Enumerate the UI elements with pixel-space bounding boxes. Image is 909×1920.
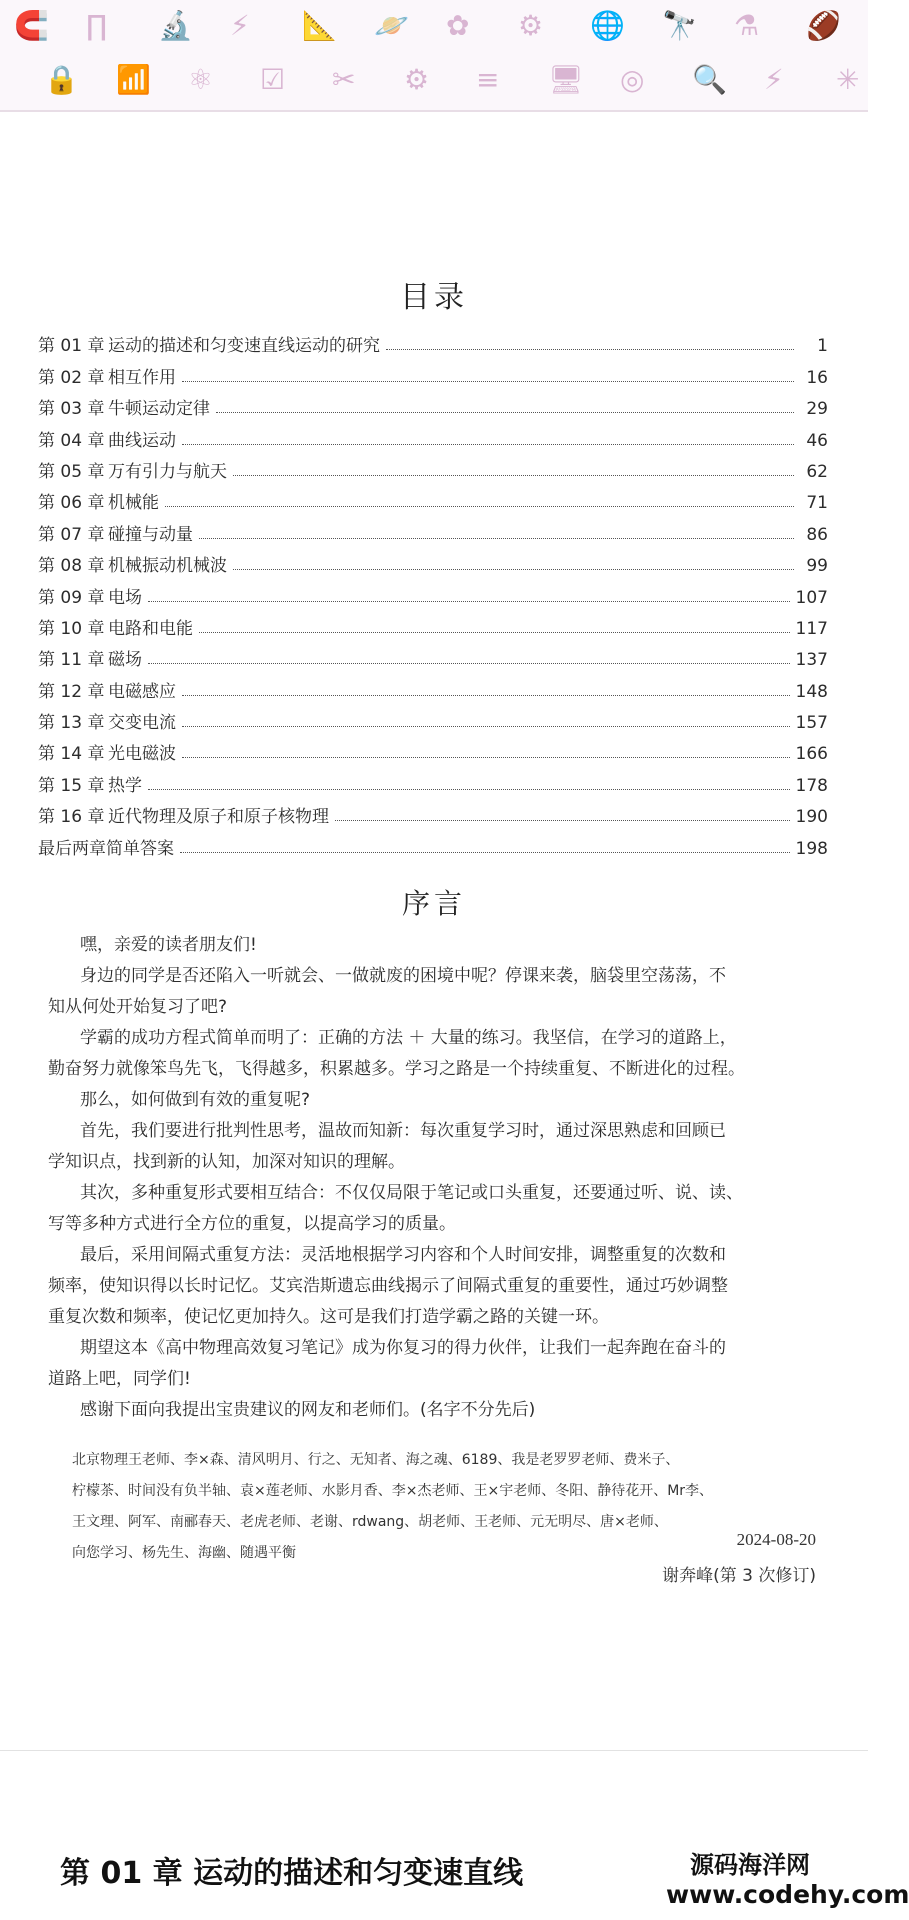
preface-line: 那么，如何做到有效的重复呢? bbox=[80, 1090, 311, 1110]
toc-leader-dots bbox=[148, 663, 790, 664]
preface-line: 身边的同学是否还陷入一听就会、一做就废的困境中呢？停课来袭，脑袋里空荡荡，不 bbox=[80, 966, 726, 986]
toc-entry-label bbox=[38, 551, 227, 576]
toc-chapter-title: 运动的描述和匀变速直线运动的研究 bbox=[108, 336, 380, 357]
toc-leader-dots bbox=[233, 475, 794, 476]
toc-leader-dots bbox=[182, 444, 794, 445]
toc-entry[interactable] bbox=[38, 325, 828, 356]
banner-pattern-icon: ⚗ bbox=[734, 9, 760, 42]
preface-line: 写等多种方式进行全方位的重复，以提高学习的质量。 bbox=[48, 1214, 456, 1234]
toc-entry[interactable] bbox=[38, 482, 828, 513]
toc-chapter-title: 最后两章简单答案 bbox=[38, 838, 174, 859]
thanks-list bbox=[72, 1445, 818, 1569]
toc-entry-label bbox=[38, 363, 176, 388]
toc-chapter-number: 第 08 章 bbox=[38, 556, 105, 577]
toc-leader-dots bbox=[182, 757, 790, 758]
thanks-line: 王文理、阿军、南郦春天、老虎老师、老谢、rdwang、胡老师、王老师、元无明尽、唐×老师、 bbox=[72, 1514, 668, 1530]
toc-entry-label bbox=[38, 583, 142, 608]
toc-chapter-number: 第 13 章 bbox=[38, 713, 105, 734]
toc-chapter-title: 电场 bbox=[108, 587, 142, 608]
toc-leader-dots bbox=[386, 349, 794, 350]
toc-entry-label bbox=[38, 802, 329, 827]
toc-leader-dots bbox=[335, 820, 790, 821]
toc-chapter-number: 第 14 章 bbox=[38, 744, 105, 765]
toc-chapter-number: 第 11 章 bbox=[38, 650, 105, 671]
preface-line: 重复次数和频率，使记忆更加持久。这可是我们打造学霸之路的关键一环。 bbox=[48, 1307, 609, 1327]
preface-line: 期望这本《高中物理高效复习笔记》成为你复习的得力伙伴，让我们一起奔跑在奋斗的 bbox=[80, 1338, 726, 1358]
banner-pattern-icon: ✿ bbox=[446, 9, 470, 42]
toc-page-number: 46 bbox=[806, 430, 828, 451]
toc-leader-dots bbox=[199, 632, 790, 633]
banner-pattern-icon: 🏈 bbox=[806, 9, 841, 42]
toc-entry-label bbox=[38, 520, 193, 545]
toc-entry[interactable] bbox=[38, 670, 828, 701]
toc-chapter-title: 曲线运动 bbox=[108, 430, 176, 451]
toc-entry[interactable] bbox=[38, 608, 828, 639]
toc-leader-dots bbox=[182, 726, 790, 727]
toc-entry-label bbox=[38, 834, 174, 859]
toc-entry-label bbox=[38, 771, 142, 796]
toc-chapter-title: 磁场 bbox=[108, 650, 142, 671]
toc-chapter-title: 电磁感应 bbox=[108, 681, 176, 702]
banner-pattern-icon: ⚡ bbox=[764, 63, 784, 96]
preface-line: 勤奋努力就像笨鸟先飞，飞得越多，积累越多。学习之路是一个持续重复、不断进化的过程。 bbox=[48, 1059, 745, 1079]
banner-pattern-icon: ⚡ bbox=[230, 9, 250, 42]
thanks-line: 向您学习、杨先生、海幽、随遇平衡 bbox=[72, 1545, 296, 1561]
thanks-line: 柠檬茶、时间没有负半轴、袁×莲老师、水影月香、李×杰老师、王×宇老师、冬阳、静待花开、Mr李、 bbox=[72, 1483, 714, 1499]
banner-pattern-icon: ⚙ bbox=[518, 9, 544, 42]
toc-chapter-number: 第 06 章 bbox=[38, 493, 105, 514]
toc-page-number: 29 bbox=[806, 399, 828, 420]
toc-chapter-title: 机械振动机械波 bbox=[108, 556, 227, 577]
toc-leader-dots bbox=[182, 695, 790, 696]
toc-leader-dots bbox=[199, 538, 794, 539]
watermark-url: www.codehy.com bbox=[666, 1880, 909, 1909]
toc-entry-label bbox=[38, 645, 142, 670]
toc-chapter-number: 第 07 章 bbox=[38, 524, 105, 545]
preface-line: 学知识点，找到新的认知，加深对知识的理解。 bbox=[48, 1152, 405, 1172]
toc-leader-dots bbox=[165, 506, 794, 507]
toc-entry[interactable] bbox=[38, 576, 828, 607]
banner-pattern-icon: ∏ bbox=[86, 9, 108, 42]
toc-entry[interactable] bbox=[38, 764, 828, 795]
banner-pattern-icon: 🌐 bbox=[590, 9, 625, 42]
toc-page-number: 148 bbox=[795, 681, 828, 702]
toc-chapter-title: 相互作用 bbox=[108, 367, 176, 388]
toc-page-number: 1 bbox=[817, 336, 828, 357]
toc-chapter-number: 第 05 章 bbox=[38, 461, 105, 482]
toc-chapter-title: 光电磁波 bbox=[108, 744, 176, 765]
banner-pattern-icon: 🔒 bbox=[44, 63, 79, 96]
toc-page-number: 190 bbox=[795, 807, 828, 828]
banner-pattern-icon: 🖥 bbox=[548, 63, 584, 96]
toc-entry-label bbox=[38, 488, 159, 513]
toc-chapter-title: 万有引力与航天 bbox=[108, 461, 227, 482]
toc-entry-label bbox=[38, 708, 176, 733]
toc-entry[interactable] bbox=[38, 419, 828, 450]
toc-chapter-number: 第 09 章 bbox=[38, 587, 105, 608]
banner-pattern-icon: ✳ bbox=[836, 63, 860, 96]
banner-pattern-icon: 🔬 bbox=[158, 9, 193, 42]
toc-leader-dots bbox=[233, 569, 794, 570]
banner-pattern-icon: ≡ bbox=[476, 63, 500, 96]
toc-page-number: 137 bbox=[795, 650, 828, 671]
banner-divider bbox=[0, 110, 868, 112]
toc-page-number: 178 bbox=[795, 775, 828, 796]
toc-chapter-title: 交变电流 bbox=[108, 713, 176, 734]
toc-chapter-number: 第 01 章 bbox=[38, 336, 105, 357]
toc-page-number: 16 bbox=[806, 367, 828, 388]
toc-entry[interactable] bbox=[38, 388, 828, 419]
banner-pattern-icon: 📐 bbox=[302, 9, 337, 42]
preface-line: 最后，采用间隔式重复方法：灵活地根据学习内容和个人时间安排，调整重复的次数和 bbox=[80, 1245, 726, 1265]
toc-entry-label bbox=[38, 614, 193, 639]
toc-entry[interactable] bbox=[38, 733, 828, 764]
preface-line: 知从何处开始复习了吧? bbox=[48, 997, 228, 1017]
banner-pattern-icon: ☑ bbox=[260, 63, 286, 96]
banner-pattern-icon: ⚙ bbox=[404, 63, 430, 96]
toc-entry[interactable] bbox=[38, 356, 828, 387]
toc-page-number: 166 bbox=[795, 744, 828, 765]
toc-leader-dots bbox=[148, 789, 790, 790]
toc-entry-label bbox=[38, 394, 210, 419]
banner-pattern-icon: 🔭 bbox=[662, 9, 697, 42]
toc-page-number: 117 bbox=[795, 618, 828, 639]
watermark-name: 源码海洋网 bbox=[690, 1851, 810, 1879]
banner-pattern-icon: 🧲 bbox=[14, 9, 49, 42]
toc-entry[interactable] bbox=[38, 702, 828, 733]
banner-pattern-icon: ✂ bbox=[332, 63, 356, 96]
toc-title: 目录 bbox=[400, 280, 468, 315]
toc-entry-label bbox=[38, 457, 227, 482]
page-divider bbox=[0, 1750, 868, 1751]
preface-author: 谢奔峰(第 3 次修订) bbox=[662, 1566, 816, 1586]
toc-entry-label bbox=[38, 677, 176, 702]
toc-entry-label bbox=[38, 426, 176, 451]
toc-chapter-number: 第 12 章 bbox=[38, 681, 105, 702]
banner-pattern-icon: ⚛ bbox=[188, 63, 214, 96]
thanks-line: 北京物理王老师、李×森、清风明月、行之、无知者、海之魂、6189、我是老罗罗老师、费米子、 bbox=[72, 1452, 680, 1468]
toc-entry[interactable] bbox=[38, 796, 828, 827]
toc-entry-label bbox=[38, 739, 176, 764]
toc-chapter-number: 第 02 章 bbox=[38, 367, 105, 388]
toc-entry-label bbox=[38, 331, 380, 356]
toc-entry[interactable] bbox=[38, 827, 828, 858]
toc-chapter-number: 第 03 章 bbox=[38, 399, 105, 420]
banner-pattern-icon: 🔍 bbox=[692, 63, 727, 96]
preface-date: 2024-08-20 bbox=[736, 1530, 816, 1549]
preface-line: 嘿，亲爱的读者朋友们! bbox=[80, 935, 257, 955]
toc-leader-dots bbox=[148, 601, 790, 602]
toc-entry[interactable] bbox=[38, 513, 828, 544]
preface-line: 感谢下面向我提出宝贵建议的网友和老师们。(名字不分先后) bbox=[80, 1400, 536, 1420]
toc-entry[interactable] bbox=[38, 451, 828, 482]
preface-line: 频率，使知识得以长时记忆。艾宾浩斯遗忘曲线揭示了间隔式重复的重要性，通过巧妙调整 bbox=[48, 1276, 728, 1296]
toc-leader-dots bbox=[182, 381, 794, 382]
preface-line: 首先，我们要进行批判性思考，温故而知新：每次重复学习时，通过深思熟虑和回顾已 bbox=[80, 1121, 726, 1141]
toc-chapter-number: 第 15 章 bbox=[38, 775, 105, 796]
toc-page-number: 198 bbox=[795, 838, 828, 859]
table-of-contents bbox=[38, 325, 828, 859]
toc-chapter-number: 第 16 章 bbox=[38, 807, 105, 828]
toc-chapter-title: 电路和电能 bbox=[108, 618, 193, 639]
toc-page-number: 71 bbox=[806, 493, 828, 514]
toc-chapter-number: 第 10 章 bbox=[38, 618, 105, 639]
toc-chapter-title: 牛顿运动定律 bbox=[108, 399, 210, 420]
banner-pattern-icon: 🪐 bbox=[374, 9, 409, 42]
toc-leader-dots bbox=[216, 412, 794, 413]
preface-body bbox=[48, 930, 818, 1426]
banner-pattern-icon: ◎ bbox=[620, 63, 645, 96]
toc-chapter-title: 机械能 bbox=[108, 493, 159, 514]
toc-chapter-title: 近代物理及原子和原子核物理 bbox=[108, 807, 329, 828]
toc-entry[interactable] bbox=[38, 545, 828, 576]
toc-chapter-number: 第 04 章 bbox=[38, 430, 105, 451]
toc-page-number: 99 bbox=[806, 556, 828, 577]
decorative-icon-banner bbox=[0, 0, 868, 112]
toc-page-number: 107 bbox=[795, 587, 828, 608]
toc-page-number: 157 bbox=[795, 713, 828, 734]
chapter-heading: 第 01 章 运动的描述和匀变速直线 bbox=[60, 1856, 524, 1891]
preface-title: 序言 bbox=[401, 887, 466, 920]
toc-entry[interactable] bbox=[38, 639, 828, 670]
toc-page-number: 62 bbox=[806, 461, 828, 482]
toc-page-number: 86 bbox=[806, 524, 828, 545]
preface-line: 学霸的成功方程式简单而明了：正确的方法 ＋ 大量的练习。我坚信，在学习的道路上， bbox=[80, 1028, 737, 1048]
toc-chapter-title: 热学 bbox=[108, 775, 142, 796]
toc-chapter-title: 碰撞与动量 bbox=[108, 524, 193, 545]
banner-pattern-icon: 📶 bbox=[116, 63, 151, 96]
toc-leader-dots bbox=[180, 852, 790, 853]
preface-line: 其次，多种重复形式要相互结合：不仅仅局限于笔记或口头重复，还要通过听、说、读、 bbox=[80, 1183, 743, 1203]
preface-line: 道路上吧，同学们! bbox=[48, 1369, 191, 1389]
